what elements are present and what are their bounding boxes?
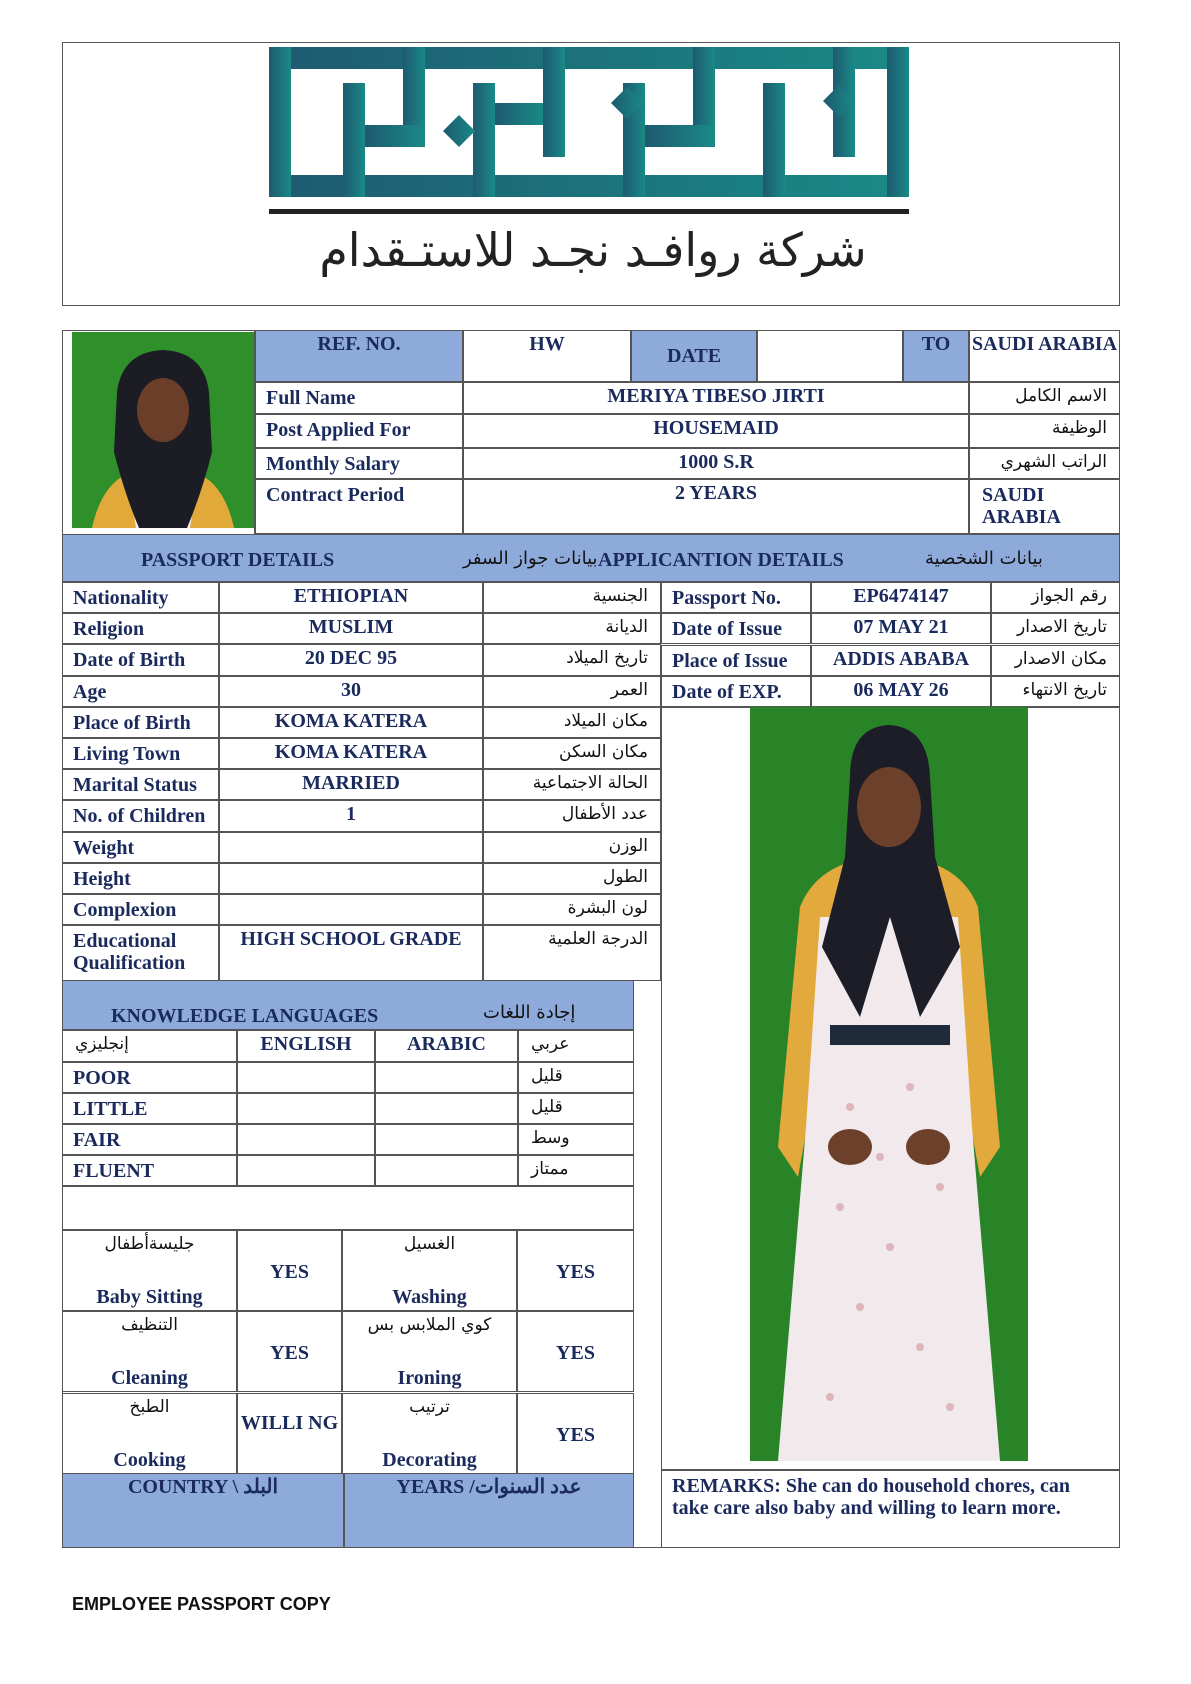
- to-label: TO: [903, 330, 969, 382]
- summary-arabic: الاسم الكامل: [969, 382, 1120, 414]
- logo-box: [62, 42, 1120, 306]
- company-name-arabic: شركة روافـد نجـد للاستـقدام: [319, 223, 867, 277]
- language-english-cell: [237, 1124, 375, 1155]
- summary-label: Full Name: [255, 382, 463, 414]
- application-details-title: APPLICANTION DETAILS: [598, 549, 844, 571]
- skill-name: [62, 1393, 237, 1474]
- skill-value: YES: [517, 1311, 634, 1392]
- languages-title: KNOWLEDGE LANGUAGES: [111, 1005, 379, 1027]
- skill-name-ar: التنظيف: [121, 1315, 178, 1336]
- passport-value: EP6474147: [811, 582, 991, 613]
- passport-arabic: تاريخ الاصدار: [991, 613, 1120, 644]
- personal-label: Weight: [62, 832, 219, 863]
- personal-label: Complexion: [62, 894, 219, 925]
- personal-label: Nationality: [62, 582, 219, 613]
- personal-label: Marital Status: [62, 769, 219, 800]
- passport-arabic: تاريخ الانتهاء: [991, 676, 1120, 707]
- skill-value: YES: [517, 1393, 634, 1474]
- personal-value: 30: [219, 676, 483, 707]
- summary-value: 2 YEARS: [463, 479, 969, 534]
- personal-label: Age: [62, 676, 219, 707]
- personal-arabic: الحالة الاجتماعية: [483, 769, 661, 800]
- personal-value: 1: [219, 800, 483, 832]
- personal-value: [219, 863, 483, 894]
- summary-arabic: الوظيفة: [969, 414, 1120, 448]
- skill-name-ar: جليسةأطفال: [104, 1234, 195, 1254]
- passport-arabic: مكان الاصدار: [991, 645, 1120, 676]
- skill-name-ar: الطبخ: [129, 1396, 170, 1417]
- applicant-photo-full: [750, 707, 1028, 1461]
- passport-details-title-ar: بيانات جواز السفر: [463, 548, 598, 569]
- personal-label: No. of Children: [62, 800, 219, 832]
- passport-arabic: رقم الجواز: [991, 582, 1120, 613]
- language-level: FLUENT: [62, 1155, 237, 1186]
- skill-name-ar: كوي الملابس بس: [367, 1315, 492, 1336]
- language-level-ar: وسط: [518, 1124, 634, 1155]
- skill-name-en: Decorating: [382, 1448, 477, 1471]
- personal-arabic: مكان السكن: [483, 738, 661, 769]
- language-level: POOR: [62, 1062, 237, 1093]
- personal-arabic: عدد الأطفال: [483, 800, 661, 832]
- personal-label: Date of Birth: [62, 644, 219, 676]
- lang-header-arabic: ARABIC: [375, 1030, 518, 1062]
- application-details-title-ar: بيانات الشخصية: [925, 548, 1043, 569]
- lang-header-english: ENGLISH: [237, 1030, 375, 1062]
- summary-arabic: الراتب الشهري: [969, 448, 1120, 479]
- personal-label: Living Town: [62, 738, 219, 769]
- experience-country: COUNTRY \ البلد: [62, 1473, 344, 1548]
- language-level-ar: ممتاز: [518, 1155, 634, 1186]
- personal-arabic: لون البشرة: [483, 894, 661, 925]
- summary-value: MERIYA TIBESO JIRTI: [463, 382, 969, 414]
- section-bar: [62, 534, 1120, 582]
- personal-arabic: تاريخ الميلاد: [483, 644, 661, 676]
- personal-value: HIGH SCHOOL GRADE: [219, 925, 483, 981]
- language-english-cell: [237, 1155, 375, 1186]
- personal-arabic: الجنسية: [483, 582, 661, 613]
- passport-label: Passport No.: [661, 582, 811, 613]
- date-value: [757, 330, 903, 382]
- passport-value: 06 MAY 26: [811, 676, 991, 707]
- passport-label: Date of Issue: [661, 613, 811, 644]
- skill-value: YES: [237, 1311, 342, 1392]
- language-english-cell: [237, 1093, 375, 1124]
- skill-name: [62, 1311, 237, 1392]
- language-arabic-cell: [375, 1093, 518, 1124]
- ref-label: REF. NO.: [255, 330, 463, 382]
- summary-label: Post Applied For: [255, 414, 463, 448]
- language-level-ar: قليل: [518, 1062, 634, 1093]
- language-level: FAIR: [62, 1124, 237, 1155]
- personal-value: MUSLIM: [219, 613, 483, 644]
- language-level: LITTLE: [62, 1093, 237, 1124]
- language-level-ar: قليل: [518, 1093, 634, 1124]
- personal-arabic: العمر: [483, 676, 661, 707]
- applicant-photo-small: [72, 332, 254, 528]
- skill-name: [342, 1311, 517, 1392]
- skill-name-en: Baby Sitting: [96, 1286, 203, 1308]
- passport-value: ADDIS ABABA: [811, 645, 991, 676]
- skill-name: [62, 1230, 237, 1311]
- skill-name-ar: ترتيب: [409, 1396, 450, 1417]
- languages-bar: [62, 980, 634, 1030]
- passport-details-title: PASSPORT DETAILS: [141, 549, 335, 571]
- personal-value: MARRIED: [219, 769, 483, 800]
- skill-name: [342, 1393, 517, 1474]
- skill-name-en: Cooking: [113, 1448, 186, 1471]
- personal-arabic: مكان الميلاد: [483, 707, 661, 738]
- summary-label: Monthly Salary: [255, 448, 463, 479]
- ref-value: HW: [463, 330, 631, 382]
- skill-name-ar: الغسيل: [403, 1234, 456, 1254]
- personal-arabic: الديانة: [483, 613, 661, 644]
- skill-value: YES: [517, 1230, 634, 1311]
- summary-value: HOUSEMAID: [463, 414, 969, 448]
- passport-value: 07 MAY 21: [811, 613, 991, 644]
- language-english-cell: [237, 1062, 375, 1093]
- personal-value: 20 DEC 95: [219, 644, 483, 676]
- language-arabic-cell: [375, 1124, 518, 1155]
- summary-arabic: SAUDI ARABIA: [969, 479, 1120, 534]
- personal-value: ETHIOPIAN: [219, 582, 483, 613]
- personal-arabic: الطول: [483, 863, 661, 894]
- personal-value: KOMA KATERA: [219, 707, 483, 738]
- experience-years: YEARS /عدد السنوات: [344, 1473, 634, 1548]
- blank-row: [62, 1186, 634, 1230]
- personal-label: Religion: [62, 613, 219, 644]
- personal-label: Educational Qualification: [62, 925, 219, 981]
- languages-title-ar: إجادة اللغات: [483, 1002, 576, 1023]
- personal-value: [219, 832, 483, 863]
- summary-value: 1000 S.R: [463, 448, 969, 479]
- language-arabic-cell: [375, 1155, 518, 1186]
- personal-label: Height: [62, 863, 219, 894]
- lang-header-arabic-ar: عربي: [518, 1030, 634, 1062]
- skill-name-en: Cleaning: [111, 1367, 188, 1390]
- personal-label: Place of Birth: [62, 707, 219, 738]
- skill-name-en: Ironing: [397, 1367, 462, 1390]
- summary-label: Contract Period: [255, 479, 463, 534]
- skill-value: YES: [237, 1230, 342, 1311]
- language-arabic-cell: [375, 1062, 518, 1093]
- personal-arabic: الوزن: [483, 832, 661, 863]
- skill-name: [342, 1230, 517, 1311]
- passport-label: Place of Issue: [661, 645, 811, 676]
- personal-value: KOMA KATERA: [219, 738, 483, 769]
- footer-label: EMPLOYEE PASSPORT COPY: [72, 1594, 331, 1614]
- personal-arabic: الدرجة العلمية: [483, 925, 661, 981]
- date-label: DATE: [631, 330, 757, 382]
- skill-name-en: Washing: [392, 1286, 467, 1308]
- to-value: SAUDI ARABIA: [969, 330, 1120, 382]
- lang-header-english-ar: إنجليزي: [62, 1030, 237, 1062]
- passport-label: Date of EXP.: [661, 676, 811, 707]
- skill-value: WILLI NG: [237, 1393, 342, 1474]
- personal-value: [219, 894, 483, 925]
- remarks: REMARKS: She can do household chores, can take care also baby and willing to learn more.: [661, 1470, 1120, 1548]
